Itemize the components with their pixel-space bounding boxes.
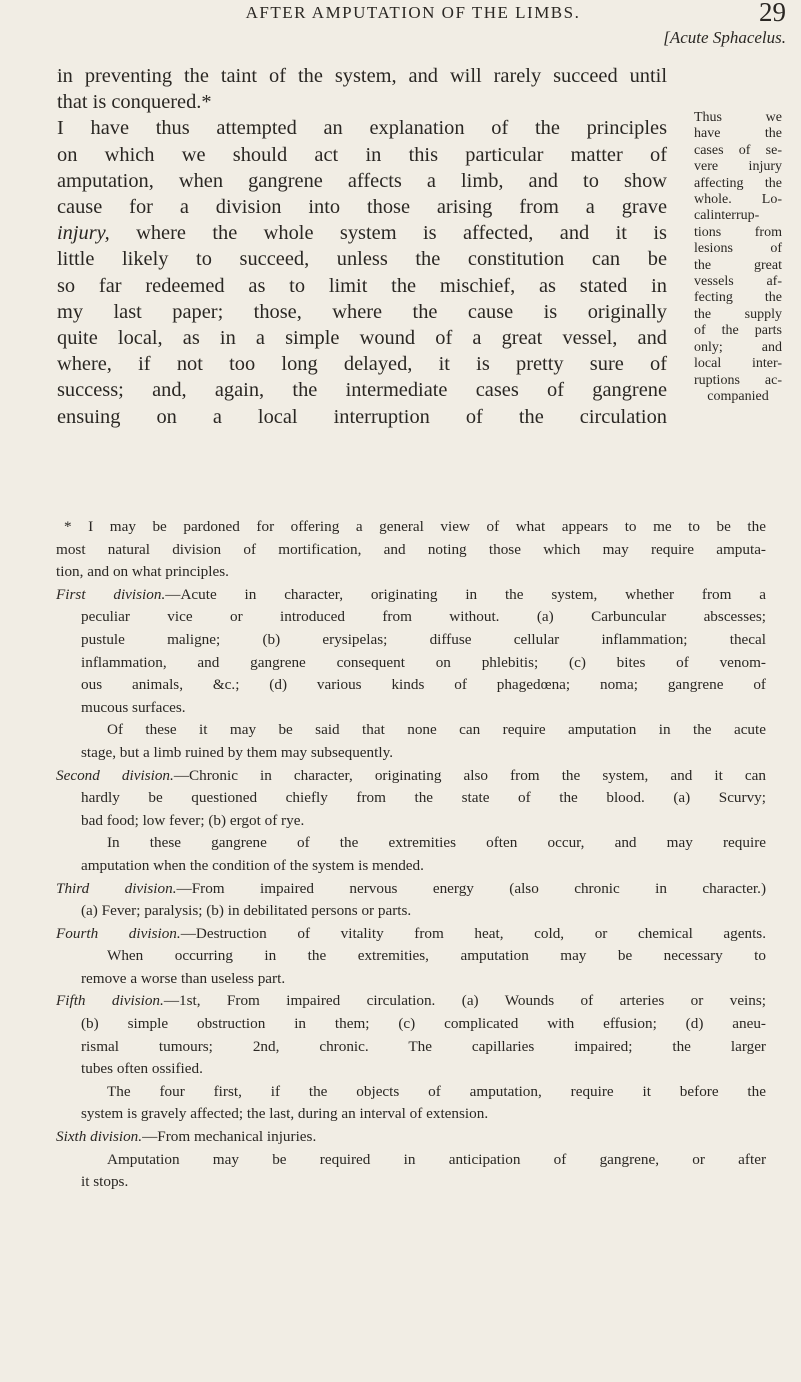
- footnote-line: In these gangrene of the extremities often occur, and may require: [107, 834, 766, 852]
- body-line: in preventing the taint of the system, and will rarely succeed until: [57, 65, 667, 87]
- footnote-line: [56, 878, 766, 901]
- footnote-line: system is gravely affected; the last, during an interval of extension.: [81, 1105, 489, 1123]
- margin-line: ruptions ac-: [694, 372, 782, 388]
- footnote-line: [56, 923, 766, 946]
- margin-line: of the parts: [694, 323, 782, 339]
- margin-line: whole. Lo-: [694, 192, 782, 208]
- margin-line: companied: [707, 388, 769, 404]
- body-line: I have thus attempted an explanation of the principles: [57, 117, 667, 140]
- division-label: First division.: [56, 585, 166, 603]
- margin-line: Thus we: [694, 110, 782, 125]
- body-line: little likely to succeed, unless the constitution can be: [57, 248, 667, 271]
- division-second: [56, 765, 766, 878]
- division-text: —Acute in character, originating in the system, whether from a: [165, 585, 766, 603]
- footnote-line: inflammation, and gangrene consequent on phlebitis; (c) bites of venom-: [81, 653, 766, 671]
- body-line: that is conquered.*: [57, 91, 212, 114]
- footnote-line: peculiar vice or introduced from without. (a) Carbuncular abscesses;: [81, 608, 766, 626]
- division-label: Sixth division.: [56, 1128, 143, 1146]
- margin-line: local inter-: [694, 356, 782, 372]
- division-text: —Destruction of vitality from heat, cold, or chemical agents.: [180, 924, 767, 942]
- footnote-line: most natural division of mortification, and noting those which may require amputa-: [56, 540, 766, 558]
- body-line: quite local, as in a simple wound of a great vessel, and: [57, 327, 667, 350]
- margin-line: lesions of: [694, 241, 782, 257]
- margin-line: tions from: [694, 224, 782, 240]
- footnote-line: hardly be questioned chiefly from the state of the blood. (a) Scurvy;: [81, 789, 766, 807]
- division-fifth: [56, 990, 766, 1126]
- running-head: [40, 0, 786, 30]
- division-label: Second division.: [56, 766, 174, 784]
- footnote-intro: [56, 516, 766, 584]
- division-text: —From mechanical injuries.: [142, 1128, 317, 1146]
- footnote-line: stage, but a limb ruined by them may subsequently.: [81, 743, 393, 761]
- footnote-line: [56, 1126, 766, 1149]
- division-body: [56, 1149, 766, 1194]
- body-line: cause for a division into those arising from a grave: [57, 196, 667, 219]
- footnote-line: remove a worse than useless part.: [81, 969, 286, 987]
- footnote-line: (a) Fever; paralysis; (b) in debilitated persons or parts.: [81, 902, 412, 920]
- section-tag: [Acute Sphacelus.: [663, 28, 786, 47]
- body-line: ensuing on a local interruption of the circulation: [57, 405, 667, 428]
- body-line-rest: where the whole system is affected, and it is: [136, 222, 667, 245]
- body-line: success; and, again, the intermediate cases of gangrene: [57, 379, 667, 402]
- footnote-line: When occurring in the extremities, amputation may be necessary to: [107, 947, 766, 965]
- division-label: Third division.: [56, 879, 177, 897]
- body-line: so far redeemed as to limit the mischief, as stated in: [57, 274, 667, 297]
- margin-line: affecting the: [694, 175, 782, 191]
- main-paragraph: [57, 63, 667, 430]
- division-body: [56, 1013, 766, 1126]
- running-title: AFTER AMPUTATION OF THE LIMBS.: [245, 3, 581, 22]
- footnote-line: ous animals, &c.; (d) various kinds of phagedœna; noma; gangrene of: [81, 676, 766, 694]
- italic-word: injury,: [57, 222, 110, 245]
- margin-line: vessels af-: [694, 274, 782, 290]
- margin-line: the supply: [694, 306, 782, 322]
- margin-line: the great: [694, 257, 782, 273]
- footnote-line: (b) simple obstruction in them; (c) complicated with effusion; (d) aneu-: [81, 1015, 766, 1033]
- footnote-line: pustule maligne; (b) erysipelas; diffuse cellular inflammation; thecal: [81, 630, 766, 648]
- body-line: amputation, when gangrene affects a limb, and to show: [57, 169, 667, 192]
- footnote-line: The four first, if the objects of amputation, require it before the: [107, 1082, 766, 1100]
- division-label: Fourth division.: [56, 924, 181, 942]
- footnote-line: bad food; low fever; (b) ergot of rye.: [81, 811, 305, 829]
- margin-line: vere injury: [694, 159, 782, 175]
- division-text: —1st, From impaired circulation. (a) Wounds of arteries or veins;: [163, 992, 767, 1010]
- division-text: —From impaired nervous energy (also chronic in character.): [176, 879, 767, 897]
- body-line: where, if not too long delayed, it is pretty sure of: [57, 353, 667, 376]
- division-body: [56, 945, 766, 990]
- footnote-line: [56, 990, 766, 1013]
- footnote-line: tubes often ossified.: [81, 1060, 203, 1078]
- division-body: [56, 606, 766, 764]
- body-line-italic-start: [57, 220, 667, 246]
- footnote: [56, 516, 766, 1194]
- division-sixth: [56, 1126, 766, 1194]
- footnote-line: * I may be pardoned for offering a general view of what appears to me to be the: [64, 518, 766, 535]
- footnote-line: it stops.: [81, 1173, 129, 1191]
- footnote-line: mucous surfaces.: [81, 698, 186, 716]
- margin-line: cases of se-: [694, 142, 782, 158]
- page-number: 29: [759, 0, 786, 27]
- division-third: [56, 878, 766, 923]
- body-line: on which we should act in this particular matter of: [57, 143, 667, 166]
- footnote-line: amputation when the condition of the system is mended.: [81, 856, 424, 874]
- division-body: [56, 787, 766, 877]
- division-first: [56, 584, 766, 765]
- footnote-line: tion, and on what principles.: [56, 563, 229, 581]
- division-fourth: [56, 923, 766, 991]
- margin-line: fecting the: [694, 290, 782, 306]
- body-line: my last paper; those, where the cause is originally: [57, 300, 667, 323]
- footnote-line: [56, 765, 766, 788]
- margin-line: only; and: [694, 339, 782, 355]
- footnote-line: rismal tumours; 2nd, chronic. The capillaries impaired; the larger: [81, 1037, 766, 1055]
- division-text: —Chronic in character, originating also from the system, and it can: [173, 766, 766, 784]
- margin-line: calinterrup-: [694, 208, 760, 224]
- margin-line: have the: [694, 126, 782, 142]
- footnote-line: [56, 584, 766, 607]
- margin-note: [694, 110, 782, 405]
- division-body: [56, 900, 766, 923]
- division-label: Fifth division.: [56, 992, 164, 1010]
- footnote-line: Of these it may be said that none can require amputation in the acute: [107, 721, 766, 739]
- footnote-line: Amputation may be required in anticipation of gangrene, or after: [107, 1150, 766, 1168]
